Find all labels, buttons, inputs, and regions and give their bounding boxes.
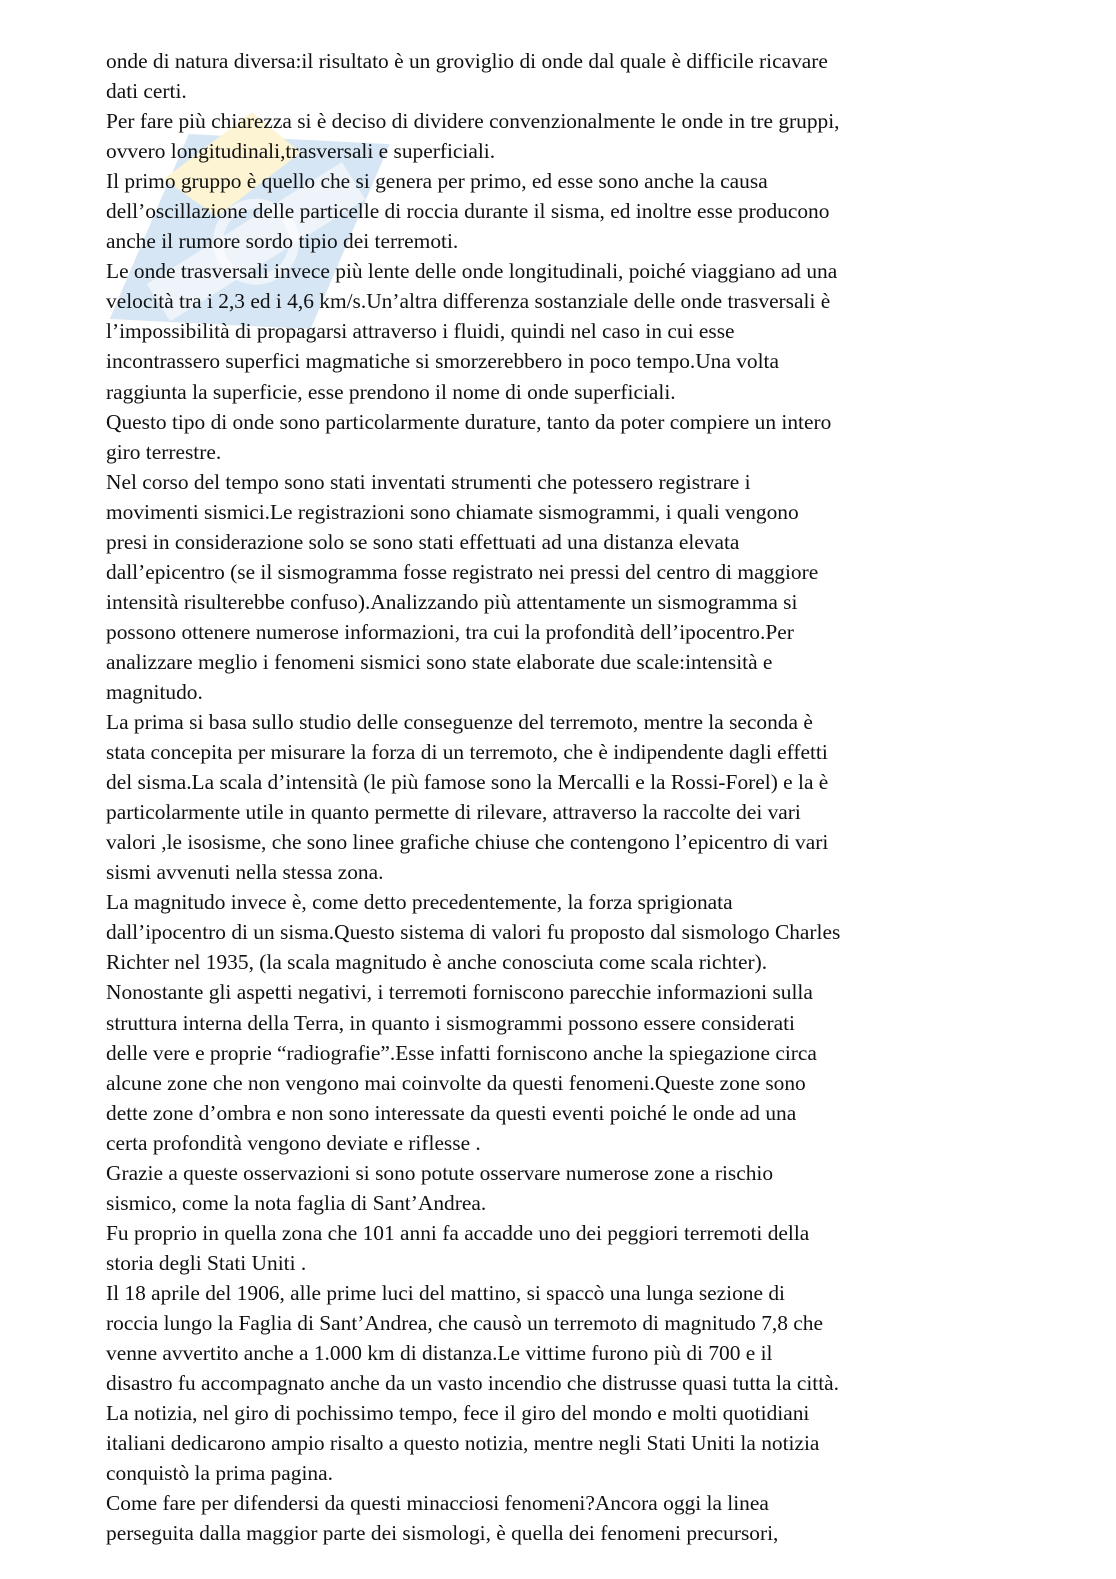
text-line: particolarmente utile in quanto permette di rilevare, attraverso la raccolte dei vari bbox=[106, 800, 801, 825]
text-line: movimenti sismici.Le registrazioni sono chiamate sismogrammi, i quali vengono bbox=[106, 499, 799, 524]
text-line: Richter nel 1935, (la scala magnitudo è anche conosciuta come scala richter). bbox=[106, 950, 768, 975]
text-line: Per fare più chiarezza si è deciso di dividere convenzionalmente le onde in tre gruppi, bbox=[106, 109, 840, 134]
text-line: storia degli Stati Uniti . bbox=[106, 1250, 307, 1275]
paragraph bbox=[106, 467, 1006, 707]
paragraph bbox=[106, 1278, 1006, 1398]
text-line: Nel corso del tempo sono stati inventati strumenti che potessero registrare i bbox=[106, 469, 751, 494]
text-line: conquistò la prima pagina. bbox=[106, 1461, 333, 1486]
text-line: dell’oscillazione delle particelle di roccia durante il sisma, ed inoltre esse producono bbox=[106, 199, 830, 224]
text-line: certa profondità vengono deviate e riflesse . bbox=[106, 1130, 481, 1155]
text-line: intensità risulterebbe confuso).Analizzando più attentamente un sismogramma si bbox=[106, 589, 798, 614]
text-line: alcune zone che non vengono mai coinvolte da questi fenomeni.Queste zone sono bbox=[106, 1070, 806, 1095]
text-line: Grazie a queste osservazioni si sono potute osservare numerose zone a rischio bbox=[106, 1160, 774, 1185]
text-line: sismi avvenuti nella stessa zona. bbox=[106, 860, 384, 885]
text-line: Il 18 aprile del 1906, alle prime luci del mattino, si spaccò una lunga sezione di bbox=[106, 1280, 785, 1305]
paragraph bbox=[106, 106, 1006, 166]
text-line: incontrassero superfici magmatiche si smorzerebbero in poco tempo.Una volta bbox=[106, 349, 779, 374]
paragraph bbox=[106, 1218, 1006, 1278]
paragraph bbox=[106, 977, 1006, 1157]
text-line: La prima si basa sullo studio delle conseguenze del terremoto, mentre la seconda è bbox=[106, 710, 813, 735]
text-line: possono ottenere numerose informazioni, tra cui la profondità dell’ipocentro.Per bbox=[106, 619, 794, 644]
text-line: disastro fu accompagnato anche da un vasto incendio che distrusse quasi tutta la città. bbox=[106, 1371, 839, 1396]
text-line: stata concepita per misurare la forza di un terremoto, che è indipendente dagli effetti bbox=[106, 740, 828, 765]
text-line: velocità tra i 2,3 ed i 4,6 km/s.Un’altra differenza sostanziale delle onde trasversali è bbox=[106, 289, 831, 314]
text-line: Come fare per difendersi da questi minacciosi fenomeni?Ancora oggi la linea bbox=[106, 1491, 769, 1516]
paragraph bbox=[106, 1158, 1006, 1218]
text-line: raggiunta la superficie, esse prendono il nome di onde superficiali. bbox=[106, 379, 676, 404]
text-line: valori ,le isosisme, che sono linee grafiche chiuse che contengono l’epicentro di vari bbox=[106, 830, 829, 855]
text-line: sismico, come la nota faglia di Sant’Andrea. bbox=[106, 1190, 487, 1215]
text-line: dette zone d’ombra e non sono interessate da questi eventi poiché le onde ad una bbox=[106, 1100, 797, 1125]
document-body bbox=[106, 46, 1006, 1548]
text-line: italiani dedicarono ampio risalto a questo notizia, mentre negli Stati Uniti la notizia bbox=[106, 1431, 820, 1456]
paragraph bbox=[106, 166, 1006, 256]
text-line: Il primo gruppo è quello che si genera per primo, ed esse sono anche la causa bbox=[106, 169, 768, 194]
text-line: l’impossibilità di propagarsi attraverso i fluidi, quindi nel caso in cui esse bbox=[106, 319, 735, 344]
paragraph bbox=[106, 1488, 1006, 1548]
text-line: presi in considerazione solo se sono stati effettuati ad una distanza elevata bbox=[106, 529, 740, 554]
text-line: venne avvertito anche a 1.000 km di distanza.Le vittime furono più di 700 e il bbox=[106, 1341, 773, 1366]
text-line: analizzare meglio i fenomeni sismici sono state elaborate due scale:intensità e bbox=[106, 649, 773, 674]
text-line: Fu proprio in quella zona che 101 anni fa accadde uno dei peggiori terremoti della bbox=[106, 1220, 810, 1245]
text-line: anche il rumore sordo tipio dei terremoti. bbox=[106, 229, 459, 254]
text-line: del sisma.La scala d’intensità (le più famose sono la Mercalli e la Rossi-Forel) e la è bbox=[106, 770, 829, 795]
paragraph bbox=[106, 407, 1006, 467]
text-line: dati certi. bbox=[106, 79, 187, 104]
text-line: giro terrestre. bbox=[106, 439, 222, 464]
text-line: perseguita dalla maggior parte dei sismologi, è quella dei fenomeni precursori, bbox=[106, 1521, 779, 1546]
text-line: ovvero longitudinali,trasversali e superficiali. bbox=[106, 139, 496, 164]
text-line: Nonostante gli aspetti negativi, i terremoti forniscono parecchie informazioni sulla bbox=[106, 980, 813, 1005]
paragraph bbox=[106, 256, 1006, 406]
paragraph bbox=[106, 707, 1006, 887]
text-line: roccia lungo la Faglia di Sant’Andrea, che causò un terremoto di magnitudo 7,8 che bbox=[106, 1310, 823, 1335]
text-line: magnitudo. bbox=[106, 679, 203, 704]
text-line: Le onde trasversali invece più lente delle onde longitudinali, poiché viaggiano ad una bbox=[106, 259, 838, 284]
text-line: dall’epicentro (se il sismogramma fosse registrato nei pressi del centro di maggiore bbox=[106, 559, 819, 584]
text-line: onde di natura diversa:il risultato è un groviglio di onde dal quale è difficile ricavare bbox=[106, 49, 828, 73]
text-line: La notizia, nel giro di pochissimo tempo, fece il giro del mondo e molti quotidiani bbox=[106, 1401, 810, 1426]
paragraph bbox=[106, 46, 1006, 106]
text-line: delle vere e proprie “radiografie”.Esse infatti forniscono anche la spiegazione circa bbox=[106, 1040, 817, 1065]
text-line: struttura interna della Terra, in quanto i sismogrammi possono essere considerati bbox=[106, 1010, 795, 1035]
text-line: La magnitudo invece è, come detto precedentemente, la forza sprigionata bbox=[106, 890, 733, 915]
paragraph bbox=[106, 887, 1006, 977]
paragraph bbox=[106, 1398, 1006, 1488]
text-line: Questo tipo di onde sono particolarmente durature, tanto da poter compiere un intero bbox=[106, 409, 832, 434]
text-line: dall’ipocentro di un sisma.Questo sistema di valori fu proposto dal sismologo Charles bbox=[106, 920, 841, 945]
